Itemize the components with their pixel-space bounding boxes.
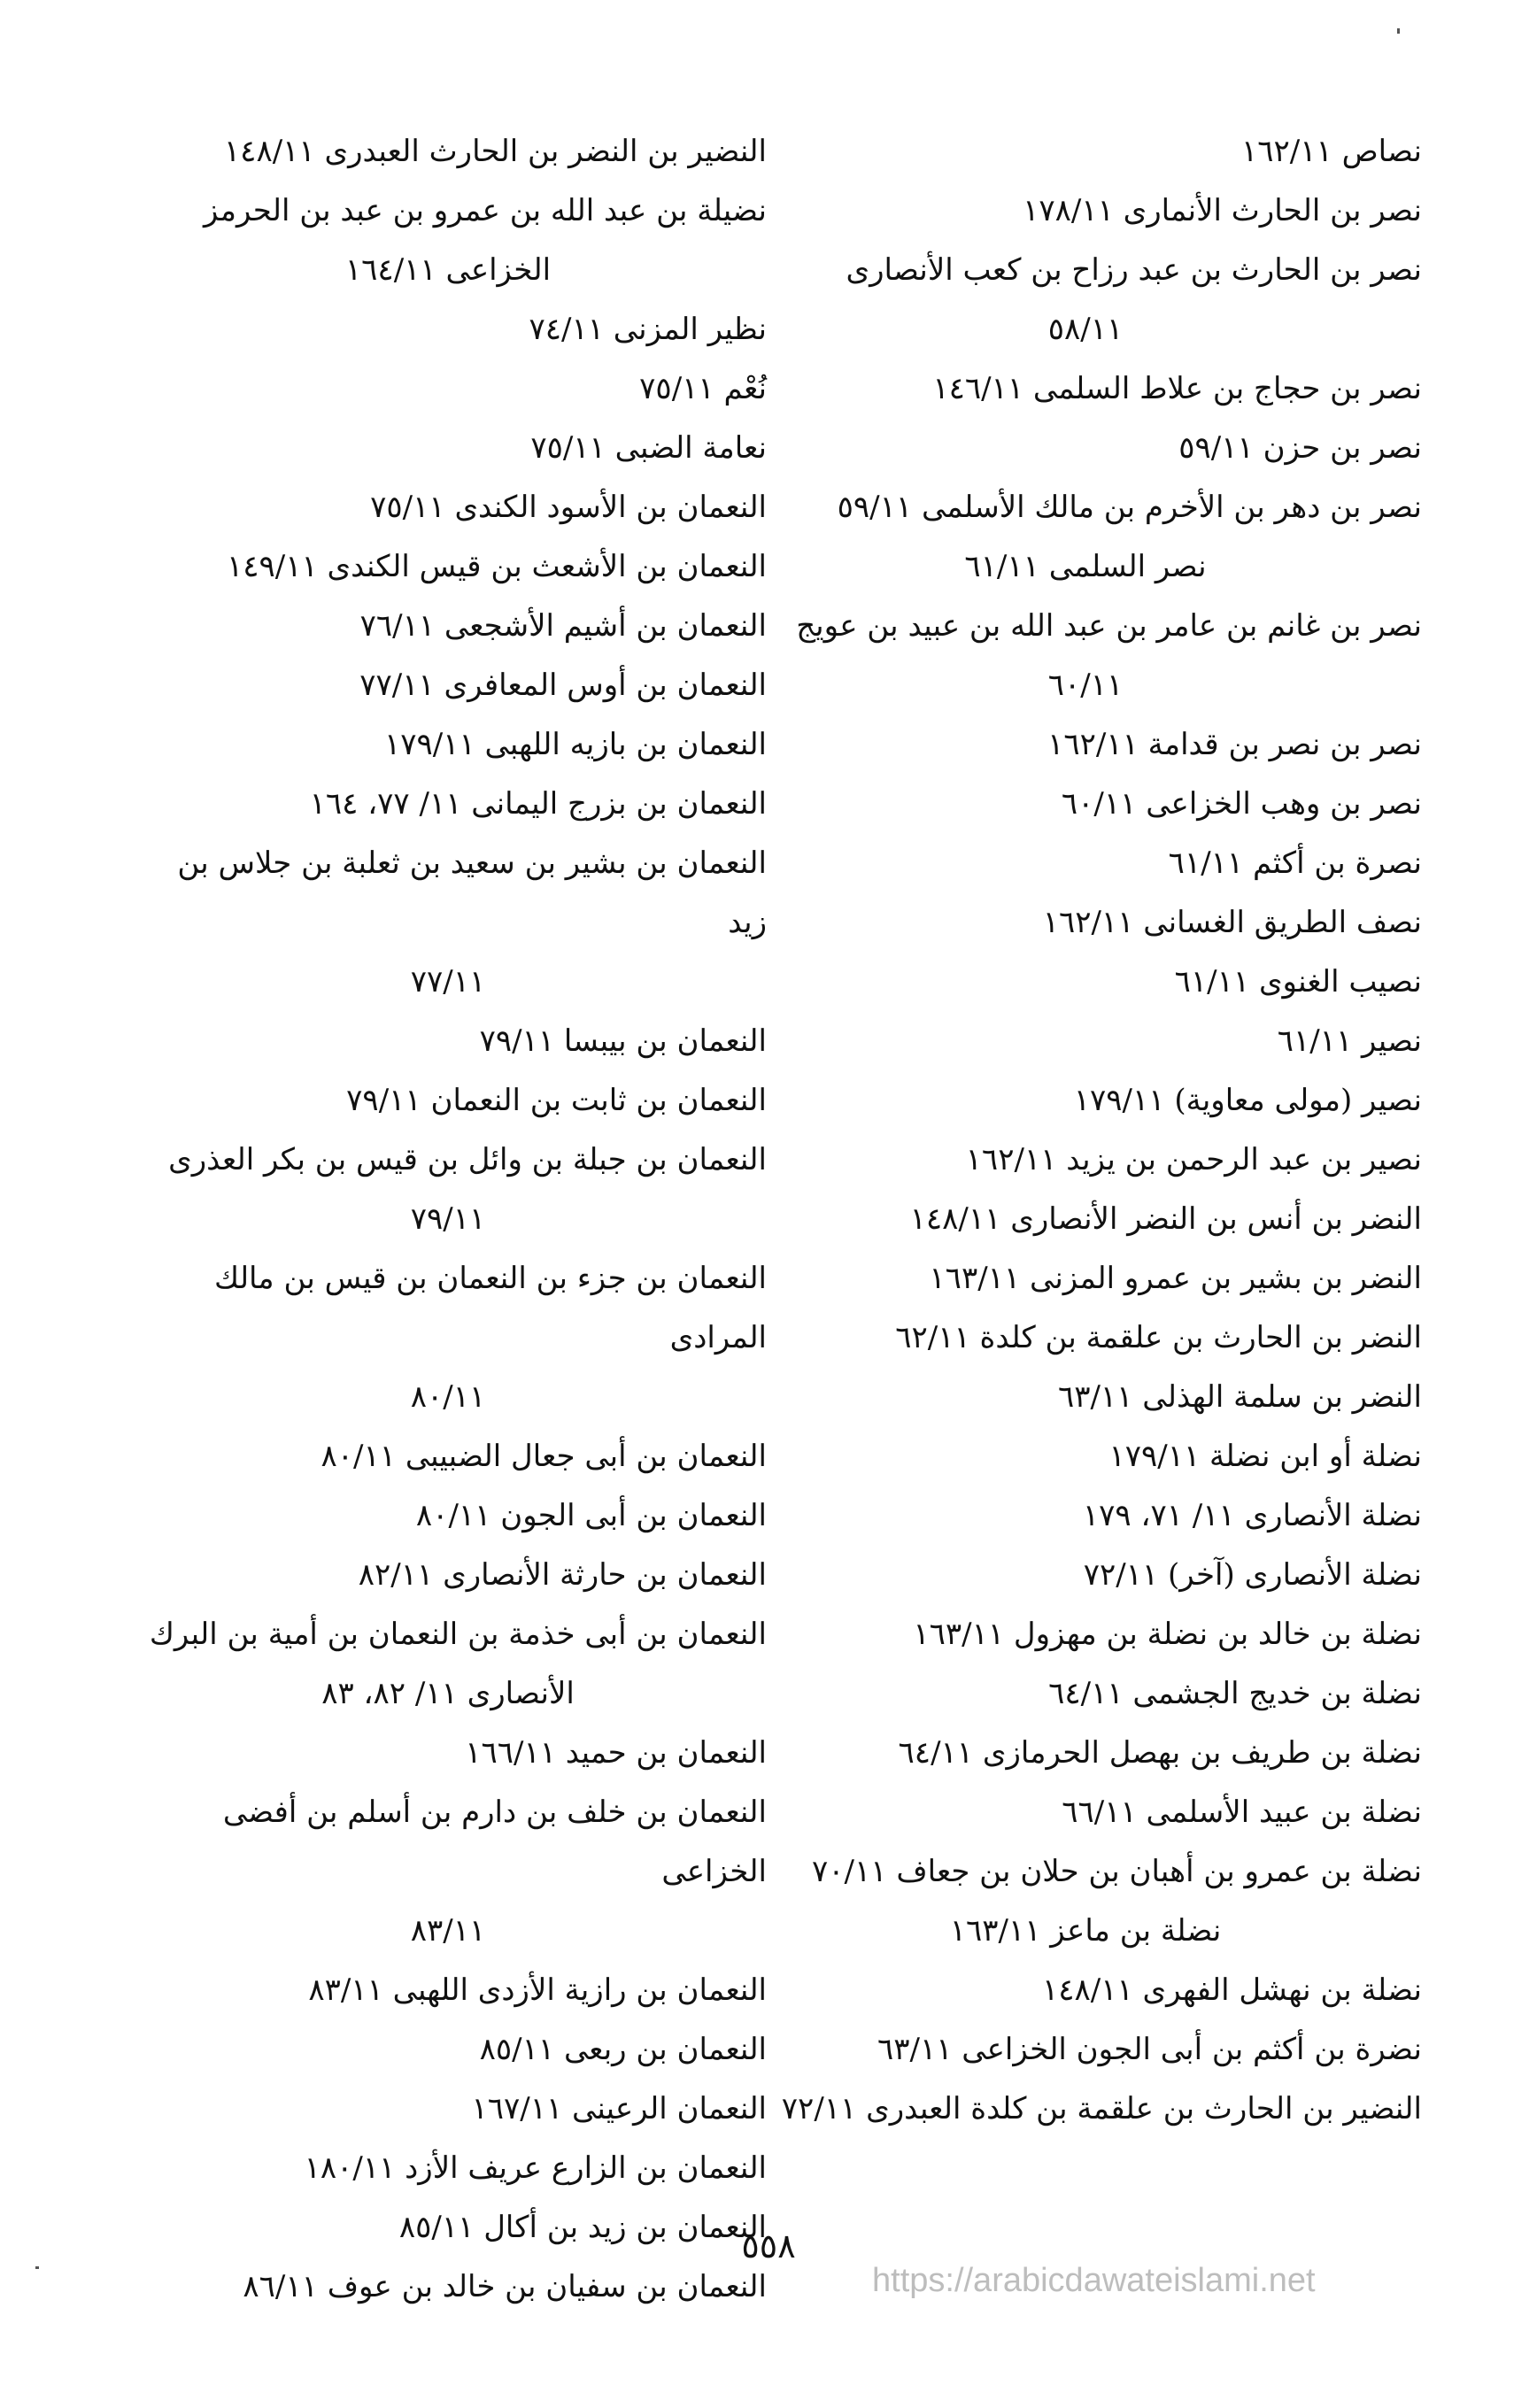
index-entry: النضير بن النضر بن الحارث العبدرى ١٤٨/١١: [223, 134, 767, 169]
index-entry: النعمان بن أبى جعال الضبيبى ٨٠/١١: [321, 1439, 767, 1474]
index-entry: نصر بن الحارث الأنمارى ١٧٨/١١: [1023, 193, 1422, 228]
left-column: [129, 122, 767, 2317]
index-entry: النعمان بن ربعى ٨٥/١١: [479, 2032, 767, 2067]
index-entry: النعمان الرعينى ١٦٧/١١: [471, 2091, 767, 2126]
index-entry: ٧٧/١١: [410, 964, 486, 999]
index-entry: نصيب الغنوى ٦١/١١: [1174, 964, 1422, 999]
index-entry: نضلة الأنصارى ١١/ ٧١، ١٧٩: [1082, 1498, 1422, 1533]
index-entry: نضيلة بن عبد الله بن عمرو بن عبد بن الحرمز: [203, 193, 767, 228]
index-entry: ٦٠/١١: [1047, 668, 1124, 703]
index-entry: نصر بن نصر بن قدامة ١٦٢/١١: [1047, 727, 1422, 762]
index-entry: النعمان بن حميد ١٦٦/١١: [465, 1735, 767, 1771]
index-entry: النضر بن بشير بن عمرو المزنى ١٦٣/١١: [929, 1261, 1422, 1296]
index-entry: نصر السلمى ٦١/١١: [964, 549, 1207, 584]
index-entry: نضلة بن ماعز ١٦٣/١١: [949, 1913, 1222, 1949]
index-entry: نضلة بن عمرو بن أهبان بن حلان بن جعاف ٧٠/١١: [812, 1854, 1422, 1889]
index-entry: ٧٩/١١: [410, 1201, 486, 1237]
index-entry: النعمان بن الأشعث بن قيس الكندى ١٤٩/١١: [226, 549, 767, 584]
index-entry: النعمان بن رازية الأزدى اللهبى ٨٣/١١: [308, 1972, 767, 2008]
page-number: ٥٥٨: [741, 2227, 796, 2265]
index-entry: الأنصارى ١١/ ٨٢، ٨٣: [321, 1676, 575, 1711]
index-entry: نصير بن عبد الرحمن بن يزيد ١٦٢/١١: [965, 1142, 1422, 1177]
index-entry: النضر بن أنس بن النضر الأنصارى ١٤٨/١١: [909, 1201, 1422, 1237]
index-entry: النضر بن الحارث بن علقمة بن كلدة ٦٢/١١: [895, 1320, 1422, 1355]
index-entry: النعمان بن أشيم الأشجعى ٧٦/١١: [359, 608, 767, 644]
index-entry: نظير المزنى ٧٤/١١: [529, 312, 767, 347]
index-entry: النعمان بن بازيه اللهبى ١٧٩/١١: [383, 727, 767, 762]
index-entry: نصر بن حزن ٥٩/١١: [1178, 430, 1422, 466]
index-entry: نضرة بن أكثم بن أبى الجون الخزاعى ٦٣/١١: [877, 2032, 1422, 2067]
index-entry: نصر بن وهب الخزاعى ٦٠/١١: [1061, 786, 1422, 822]
index-entry: النعمان بن أبى الجون ٨٠/١١: [415, 1498, 767, 1533]
index-entry: نضلة بن خالد بن نضلة بن مهزول ١٦٣/١١: [913, 1617, 1422, 1652]
index-entry: النعمان بن بزرج اليمانى ١١/ ٧٧، ١٦٤: [309, 786, 767, 822]
index-entry: النعمان بن الأسود الكندى ٧٥/١١: [370, 490, 767, 525]
index-entry: نصر بن دهر بن الأخرم بن مالك الأسلمى ٥٩/١١: [837, 490, 1422, 525]
index-entry: نضلة بن طريف بن بهصل الحرمازى ٦٤/١١: [898, 1735, 1422, 1771]
index-entry: النضر بن سلمة الهذلى ٦٣/١١: [1057, 1379, 1422, 1415]
index-entry: النعمان بن الزارع عريف الأزد ١٨٠/١١: [304, 2150, 767, 2186]
index-entry: نضلة أو ابن نضلة ١٧٩/١١: [1108, 1439, 1422, 1474]
index-entry: نصر بن غانم بن عامر بن عبد الله بن عبيد بن عويج: [796, 608, 1422, 644]
index-entry: النعمان بن جبلة بن وائل بن قيس بن بكر العذرى: [168, 1142, 767, 1177]
index-entry: النعمان بن بشير بن سعيد بن ثعلبة بن جلاس بن زيد: [177, 845, 767, 940]
index-entry: النضير بن الحارث بن علقمة بن كلدة العبدرى ٧٢/١١: [781, 2091, 1422, 2126]
index-entry: النعمان بن سفيان بن خالد بن عوف ٨٦/١١: [243, 2269, 767, 2304]
index-entry: نصاص ١٦٢/١١: [1241, 134, 1422, 169]
index-entry: نضلة بن خديج الجشمى ٦٤/١١: [1048, 1676, 1422, 1711]
index-entry: ٥٨/١١: [1047, 312, 1124, 347]
index-entry: النعمان بن بيبسا ٧٩/١١: [479, 1023, 767, 1059]
index-entry: نصير (مولى معاوية) ١٧٩/١١: [1073, 1083, 1422, 1118]
index-entry: النعمان بن جزء بن النعمان بن قيس بن مالك المرادى: [214, 1261, 767, 1355]
scan-speck: [35, 2266, 39, 2269]
index-entry: الخزاعى ١٦٤/١١: [344, 252, 552, 288]
index-entry: نصير ٦١/١١: [1277, 1023, 1422, 1059]
index-entry: النعمان بن أوس المعافرى ٧٧/١١: [359, 668, 767, 703]
index-entry: نصف الطريق الغسانى ١٦٢/١١: [1042, 905, 1422, 940]
index-entry: النعمان بن زيد بن أكال ٨٥/١١: [398, 2210, 767, 2245]
scan-speck: [1397, 28, 1400, 34]
right-column: [749, 122, 1422, 2139]
index-entry: ٨٠/١١: [410, 1379, 486, 1415]
index-entry: النعمان بن خلف بن دارم بن أسلم بن أفضى الخزاعى: [222, 1794, 767, 1889]
index-entry: نُعْم ٧٥/١١: [639, 371, 767, 406]
watermark-url: https://arabicdawateislami.net: [872, 2262, 1316, 2299]
index-entry: النعمان بن حارثة الأنصارى ٨٢/١١: [358, 1557, 767, 1593]
index-entry: النعمان بن ثابت بن النعمان ٧٩/١١: [346, 1083, 767, 1118]
index-entry: نضلة بن عبيد الأسلمى ٦٦/١١: [1062, 1794, 1422, 1830]
index-entry: نضلة الأنصارى (آخر) ٧٢/١١: [1083, 1557, 1422, 1593]
index-entry: ٨٣/١١: [410, 1913, 486, 1949]
index-entry: نصرة بن أكثم ٦١/١١: [1168, 845, 1422, 881]
index-entry: النعمان بن أبى خذمة بن النعمان بن أمية بن البرك: [149, 1617, 767, 1652]
index-entry: نصر بن الحارث بن عبد رزاح بن كعب الأنصارى: [846, 252, 1422, 288]
index-entry: نعامة الضبى ٧٥/١١: [530, 430, 767, 466]
index-entry: نضلة بن نهشل الفهرى ١٤٨/١١: [1041, 1972, 1422, 2008]
index-entry: نصر بن حجاج بن علاط السلمى ١٤٦/١١: [932, 371, 1422, 406]
